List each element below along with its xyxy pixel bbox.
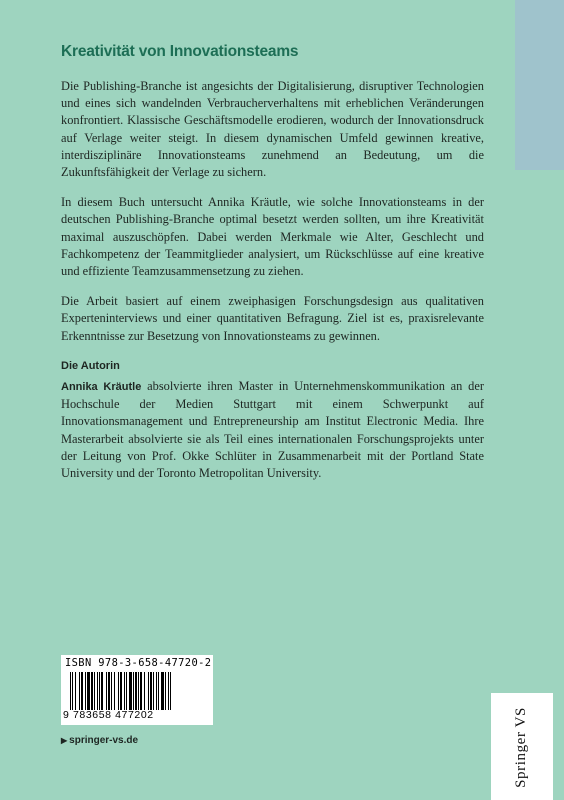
barcode-bar [114, 672, 115, 710]
barcode-bar [81, 672, 83, 710]
isbn-barcode [61, 655, 213, 725]
barcode-bar [170, 672, 171, 710]
barcode-bar [153, 672, 154, 710]
barcode-bar [94, 672, 95, 710]
barcode-bar [156, 672, 157, 710]
author-heading: Die Autorin [61, 359, 120, 372]
book-title: Kreativität von Innovationsteams [61, 43, 299, 60]
barcode-bar [148, 672, 149, 710]
barcode-bar [129, 672, 132, 710]
author-bio [61, 378, 484, 482]
barcode-bar [140, 672, 142, 710]
barcode-bar [118, 672, 119, 710]
barcode-bar [111, 672, 112, 710]
barcode-bar [106, 672, 107, 710]
blurb-paragraph-1: Die Publishing-Branche ist angesichts der Digitalisierung, disruptiver Technologien und eines sich wandelnden Verbraucherverhaltens mit erheblichen Veränderungen konfrontiert. Klassische Geschäftsmodelle erodieren, wodurch der Innovationsdruck auf Verlage weiter steigt. In diesem dynamischen Umfeld gewinnen kreative, interdisziplinäre Innovationsteams zunehmend an Bedeutung, um die Zukunftsfähigkeit der Verlage zu sichern. [61, 79, 484, 180]
barcode-bar [161, 672, 164, 710]
barcode-bar [72, 672, 73, 710]
author-name: Annika Kräutle [61, 381, 142, 394]
publisher-logo-box [491, 693, 553, 800]
corner-color-block [515, 0, 564, 170]
springer-vs-logo: Springer VS [513, 707, 529, 788]
blurb-paragraph-2: In diesem Buch untersucht Annika Kräutle, wie solche Innovationsteams in der deutschen Publishing-Branche optimal besetzt werden sollten, um ihre Kreativität maximal auszuschöpfen. Dabei werden Merkmale wie Alter, Geschlecht und Fachkompetenz der Teammitglieder analysiert, um Rückschlüsse auf eine kreative und effiziente Teamzusammensetzung zu ziehen. [61, 195, 484, 279]
barcode-bar [144, 672, 145, 710]
author-bio-text: absolvierte ihren Master in Unternehmenskommunikation an der Hochschule der Medien Stuttgart mit einem Schwerpunkt auf Innovationsmanagement und Entrepreneurship am Institut Electronic Media. Ihre Masterarbeit absolvierte sie als Teil eines internationalen Forschungsprojekts unter der Leitung von Prof. Okke Schlüter in Zusammenarbeit mit der Portland State University und der Toronto Metropolitan University. [61, 379, 484, 481]
blurb [61, 78, 484, 495]
barcode-bar [165, 672, 166, 710]
barcode-bar [75, 672, 76, 710]
barcode-bar [108, 672, 110, 710]
barcode-bar [87, 672, 90, 710]
barcode-bar [135, 672, 137, 710]
barcode-bar [168, 672, 169, 710]
barcode-bar [97, 672, 98, 710]
barcode-bar [70, 672, 71, 710]
barcode-bar [101, 672, 103, 710]
isbn-number: ISBN 978-3-658-47720-2 [65, 657, 212, 669]
barcode-bar [133, 672, 134, 710]
barcode-bar [158, 672, 159, 710]
website-label: springer-vs.de [69, 735, 139, 746]
blurb-paragraph-3: Die Arbeit basiert auf einem zweiphasigen Forschungsdesign aus qualitativen Experteninterviews und einer quantitativen Befragung. Ziel ist es, praxisrelevante Erkenntnisse zur Besetzung von Innovationsteams zu gewinnen. [61, 294, 484, 343]
barcode-bar [124, 672, 125, 710]
barcode-bars [70, 672, 208, 710]
arrow-icon: ▶ [61, 736, 68, 745]
barcode-bar [150, 672, 152, 710]
barcode-digits: 9 783658 477202 [63, 709, 154, 721]
barcode-bar [85, 672, 86, 710]
barcode-bar [138, 672, 139, 710]
barcode-bar [126, 672, 127, 710]
barcode-bar [120, 672, 122, 710]
barcode-bar [79, 672, 80, 710]
barcode-bar [99, 672, 100, 710]
publisher-website[interactable] [61, 735, 138, 746]
barcode-bar [91, 672, 93, 710]
